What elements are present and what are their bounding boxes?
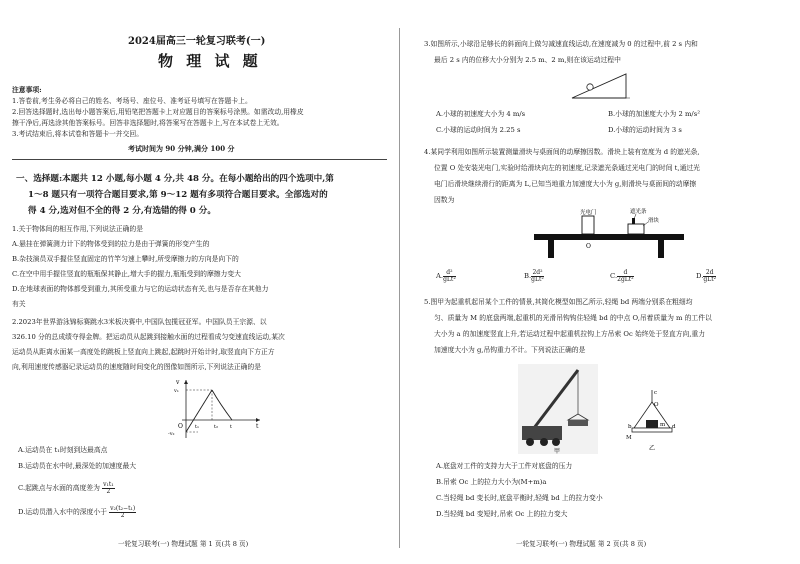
v1-label: v₁ <box>174 388 179 394</box>
point-o-label: O <box>586 243 591 250</box>
fraction-denominator: gLt² <box>531 275 544 283</box>
table-leg-left <box>548 240 554 258</box>
table-leg-right <box>658 240 664 258</box>
section-heading: 一、选择题:本题共 12 小题,每小题 4 分,共 48 分。在每小题给出的四个选项中,第 <box>16 174 334 184</box>
q2-vt-graph <box>168 376 268 442</box>
workpiece-platform <box>568 420 588 426</box>
q4-option-c-fraction <box>617 270 633 283</box>
crane-truck-body <box>522 426 562 440</box>
q4-stem: 位置 O 处安装光电门,实验时给滑块向左的初速度,记录遮光条通过光电门的时间 t,通过光 <box>434 164 700 172</box>
exam-time-line: 考试时间为 90 分钟,满分 100 分 <box>128 144 235 153</box>
label-d: d <box>672 424 676 430</box>
q5-option-b: B.吊索 Oc 上的拉力大小为(M+m)a <box>436 478 547 486</box>
q5-model-diagram <box>622 388 682 454</box>
option-letter: B. <box>524 272 532 280</box>
notes-heading: 注意事项: <box>12 86 42 94</box>
q5-option-a: A.底盘对工件的支持力大于工件对底盘的压力 <box>436 462 573 470</box>
t-axis-label: t <box>256 423 259 430</box>
note-line: 1.答卷前,考生务必将自己的姓名、考场号、座位号、准考证号填写在答题卡上。 <box>12 97 252 105</box>
q4-option-c <box>610 268 634 284</box>
q2-stem: 向,利用速度传感器记录运动员的速度随时间变化的图像如图所示,下列说法正确的是 <box>12 363 262 371</box>
q5-stem: 5.图甲为起重机起吊某个工件的情景,其简化模型如图乙所示,轻绳 bd 两端分别系在粗细均 <box>424 298 693 306</box>
fraction-numerator: d² <box>443 270 456 277</box>
q2-option-a: A.运动员在 t₁时刻到达最高点 <box>18 446 108 454</box>
q4-option-b-fraction <box>531 270 544 283</box>
figure-jia-label: 甲 <box>554 448 561 454</box>
truck-wheel <box>552 438 560 446</box>
fraction-numerator: 2d <box>703 270 716 277</box>
q4-stem: 4.某同学利用如图所示装置测量滑块与桌面间的动摩擦因数。滑块上装有宽度为 d 的遮光条, <box>424 148 700 156</box>
q1-option-d-cont: 有关 <box>12 300 26 308</box>
q5-crane-photo <box>518 364 598 454</box>
q2-stem: 326.10 分的总成绩夺得金牌。把运动员从起跳到接触水面的过程看成匀变速直线运动,某次 <box>12 333 285 341</box>
option-letter: A. <box>436 272 444 280</box>
option-letter: D. <box>696 272 704 280</box>
photogate-label: 光电门 <box>580 210 597 216</box>
q2-option-d-text: D.运动员潜入水中的深度小于 <box>18 508 107 516</box>
vt-curve-fall <box>212 390 232 420</box>
fraction-numerator: d <box>617 270 633 277</box>
fraction-denominator: gLt² <box>443 275 456 283</box>
column-divider <box>399 28 400 548</box>
subject-title: 物 理 试 题 <box>158 52 262 70</box>
q3-stem: 最后 2 s 内的位移大小分别为 2.5 m、2 m,则在该运动过程中 <box>434 56 621 64</box>
q4-option-a <box>436 268 456 284</box>
fraction-denominator: 2 <box>106 487 111 495</box>
fraction-numerator: v₂(t₂−t₁) <box>110 504 136 512</box>
left-column <box>0 0 396 564</box>
t-axis-arrow <box>256 418 260 422</box>
q4-apparatus-figure <box>530 208 690 260</box>
right-page-footer: 一轮复习联考(一) 物理试题 第 2 页(共 8 页) <box>516 540 647 548</box>
q1-option-d: D.在地球表面的物体都受到重力,其所受重力与它的运动状态有关,也与是否存在其他力 <box>12 285 269 293</box>
section-heading: 1～8 题只有一项符合题目要求,第 9～12 题有多项符合题目要求。全部选对的 <box>28 190 328 200</box>
t1-label: t₁ <box>195 424 200 430</box>
note-line: 2.回答选择题时,选出每小题答案后,用铅笔把答题卡上对应题目的答案标号涂黑。如需改动,用橡皮 <box>12 108 304 116</box>
label-m-small: m <box>660 422 666 428</box>
v2-label: -v₂ <box>168 431 175 437</box>
q1-option-c: C.在空中用手握住竖直的瓶瓶保其静止,增大手的握力,瓶瓶受到的摩擦力变大 <box>12 270 241 278</box>
q2-stem: 2.2023年世界游泳锦标赛跳水3米板决赛中,中国队包揽冠亚军。中国队员王宗源、以 <box>12 318 267 326</box>
q1-option-a: A.悬挂在弹簧测力计下的物体受到的拉力是由于弹簧的形变产生的 <box>12 240 210 248</box>
label-o: O <box>654 402 659 408</box>
exam-header-title: 2024届高三一轮复习联考(一) <box>128 36 266 47</box>
q3-stem: 3.如图所示,小球沿足够长的斜面向上做匀减速直线运动,在速度减为 0 的过程中,前 2 s 内和 <box>424 40 698 48</box>
truck-wheel <box>526 438 534 446</box>
t3-label: t <box>230 424 233 430</box>
q3-option-a: A.小球的初速度大小为 4 m/s <box>436 110 526 118</box>
note-line: 擦干净后,再选涂其他答案标号。回答非选择题时,将答案写在答题卡上,写在本试卷上无效。 <box>12 119 284 127</box>
q2-option-c <box>18 480 115 496</box>
t2-label: t₂ <box>214 424 219 430</box>
workpiece <box>646 420 658 428</box>
note-line: 3.考试结束后,将本试卷和答题卡一并交回。 <box>12 130 143 138</box>
block-label: 滑块 <box>648 218 660 224</box>
fraction-numerator: v₁t₁ <box>103 480 114 488</box>
q3-option-d: D.小球的运动时间为 3 s <box>608 126 682 134</box>
q5-stem: 加速度大小为 g,吊钩重力不计。下列说法正确的是 <box>434 346 586 354</box>
origin-label: O <box>178 423 183 430</box>
q4-option-d-fraction <box>703 270 716 283</box>
q5-option-c: C.当轻绳 bd 变长时,底盘平衡时,轻绳 bd 上的拉力变小 <box>436 494 603 502</box>
v-axis-arrow <box>184 380 188 384</box>
option-letter: C. <box>610 272 618 280</box>
table-top <box>534 234 684 240</box>
fraction-denominator: 2 <box>120 511 125 519</box>
v-axis-label: v <box>176 379 180 386</box>
incline-triangle <box>572 74 626 98</box>
fraction-denominator: gLt² <box>703 275 717 283</box>
q2-option-d-fraction <box>109 506 136 519</box>
q2-stem: 运动员从距离水面某一高度处的跳板上竖直向上跳起,起跳时开始计时,取竖直向下方正方 <box>12 348 275 356</box>
fraction-denominator: 2gLt² <box>617 275 634 283</box>
q2-option-c-fraction <box>102 482 115 495</box>
q4-option-d <box>696 268 716 284</box>
q2-option-c-text: C.起跳点与水面的高度差为 <box>18 484 100 492</box>
figure-yi-label: 乙 <box>649 445 656 452</box>
section-heading: 得 4 分,选对但不全的得 2 分,有选错的得 0 分。 <box>28 206 216 216</box>
slider-block <box>628 224 644 234</box>
truck-wheel <box>540 438 548 446</box>
q3-option-c: C.小球的运动时间为 2.25 s <box>436 126 521 134</box>
q1-option-b: B.杂技演员双手握住竖直固定的竹竿匀速上攀时,所受摩擦力的方向是向下的 <box>12 255 239 263</box>
ball <box>587 84 593 90</box>
label-m-big: M <box>626 435 632 441</box>
q5-stem: 大小为 a 的加速度竖直上升,若运动过程中起重机拉钩上方吊索 Oc 始终处于竖直方向,重力 <box>434 330 706 338</box>
fraction-numerator: 2d² <box>532 268 543 276</box>
q5-option-d: D.当轻绳 bd 变短时,吊索 Oc 上的拉力变大 <box>436 510 568 518</box>
base-plate <box>632 428 672 432</box>
photogate <box>582 216 594 234</box>
label-b: b <box>628 424 632 430</box>
q2-option-b: B.运动员在水中时,最深处的加速度最大 <box>18 462 137 470</box>
q2-option-d <box>18 504 136 520</box>
q4-option-a-fraction <box>443 270 456 283</box>
q1-stem: 1.关于物体间的相互作用,下列说法正确的是 <box>12 225 143 233</box>
left-page-footer: 一轮复习联考(一) 物理试题 第 1 页(共 8 页) <box>118 540 249 548</box>
q3-option-b: B.小球的加速度大小为 2 m/s² <box>608 110 700 118</box>
strip-label: 遮光条 <box>630 209 647 215</box>
q4-option-b <box>524 268 544 284</box>
q4-stem: 因数为 <box>434 196 455 204</box>
shading-strip <box>632 218 635 224</box>
q4-stem: 电门后滑块继续滑行的距离为 L,已知当地重力加速度大小为 g,则滑块与桌面间的动摩擦 <box>434 180 697 188</box>
q5-stem: 匀、质量为 M 的底盘两端,起重机的光滑吊钩钩住轻绳 bd 的中点 O,吊着质量为 m 的工件以 <box>434 314 712 322</box>
header-divider <box>12 159 387 160</box>
right-column <box>404 0 800 564</box>
q3-incline-figure <box>568 70 632 102</box>
label-c: c <box>654 390 658 396</box>
